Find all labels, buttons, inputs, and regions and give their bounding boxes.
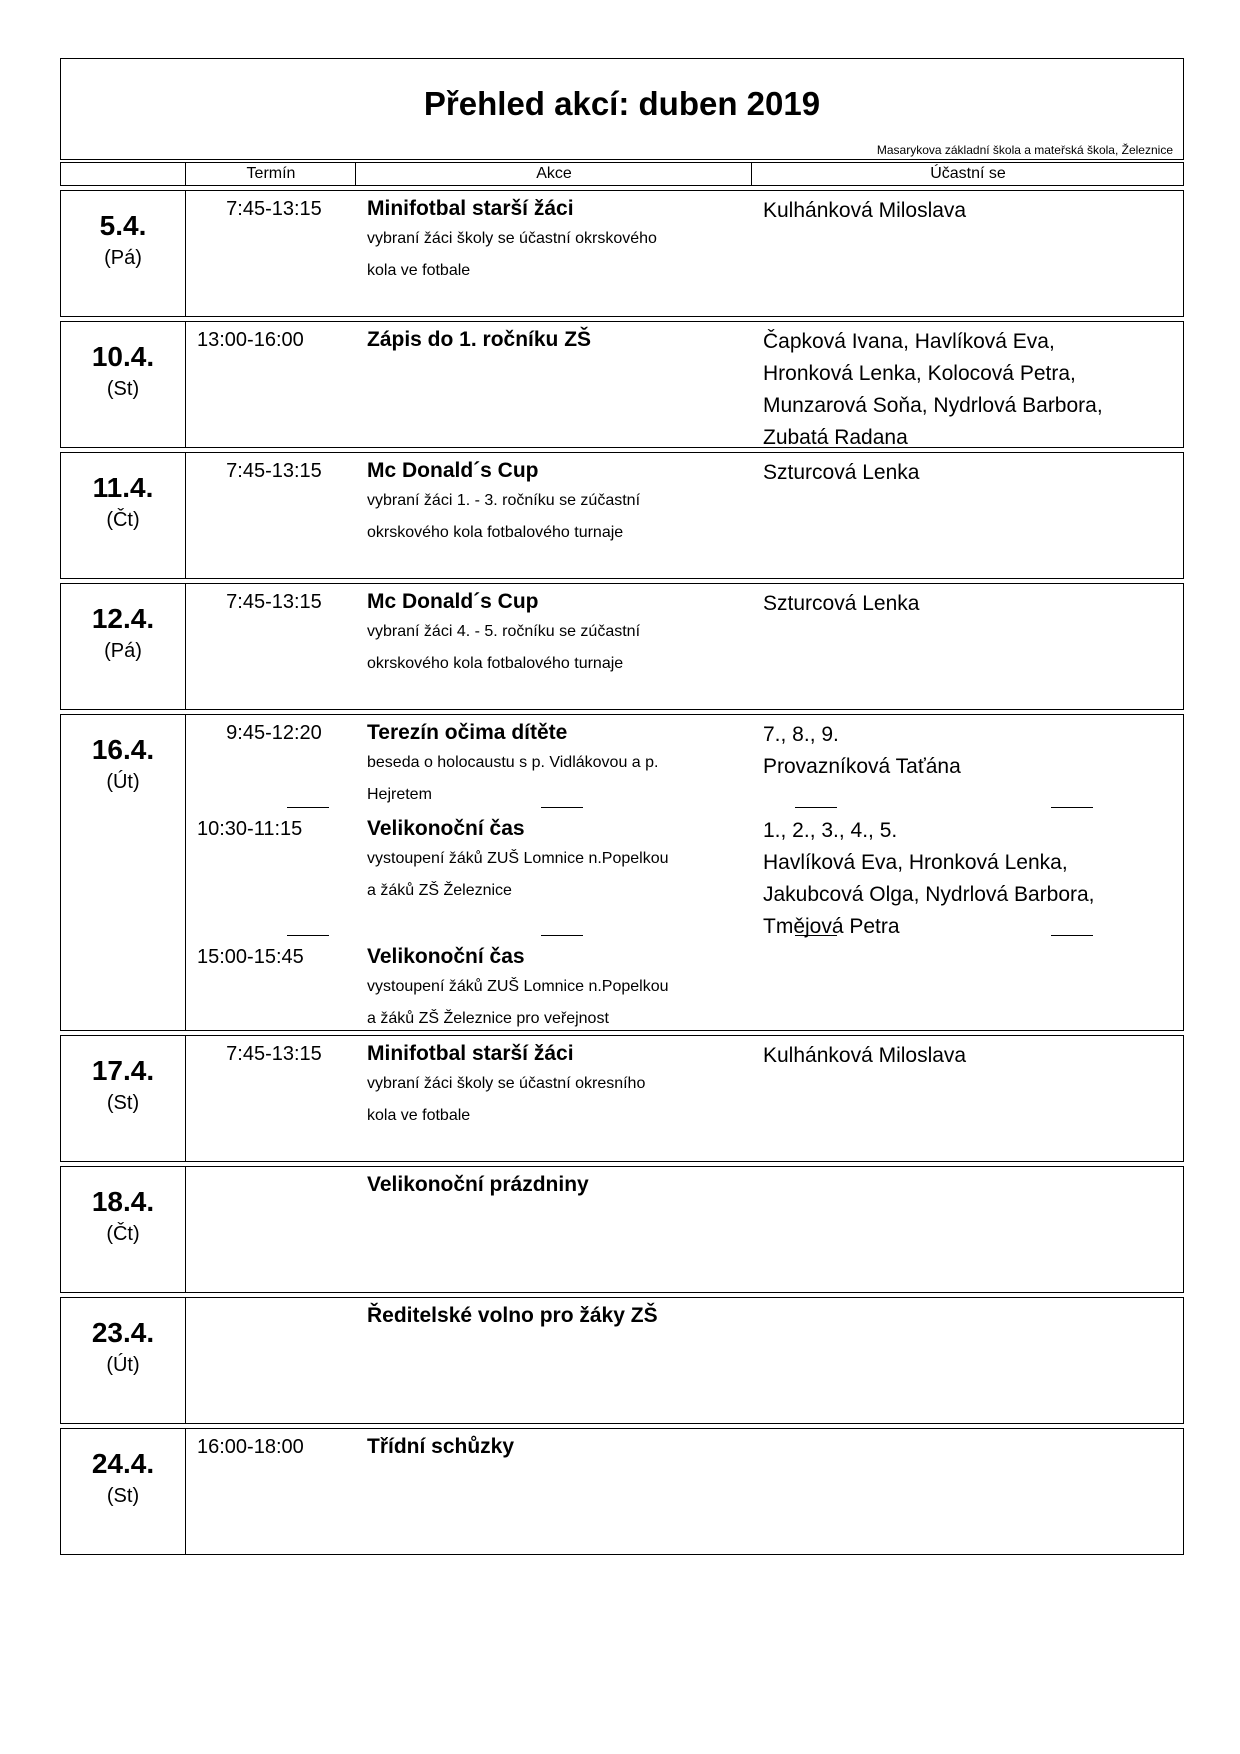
event-time: 7:45-13:15 xyxy=(226,198,322,220)
event-date: 16.4. xyxy=(91,734,155,765)
event-description: vybraní žáci školy se účastní okrskového xyxy=(367,230,657,247)
event-date: 5.4. xyxy=(99,210,147,241)
event-description: Hejretem xyxy=(367,786,432,803)
event-title: Ředitelské volno pro žáky ZŠ xyxy=(367,1304,658,1327)
date-cell xyxy=(61,191,186,316)
event-time: 7:45-13:15 xyxy=(226,591,322,613)
event-title: Velikonoční čas xyxy=(367,817,525,840)
date-cell xyxy=(61,1298,186,1423)
event-description: a žáků ZŠ Železnice pro veřejnost xyxy=(367,1010,609,1027)
event-description: vystoupení žáků ZUŠ Lomnice n.Popelkou xyxy=(367,850,669,867)
column-header-akce: Akce xyxy=(355,163,752,185)
event-title: Zápis do 1. ročníku ZŠ xyxy=(367,328,592,351)
participant-line: Čapková Ivana, Havlíková Eva, xyxy=(763,330,1055,353)
participant-line: 1., 2., 3., 4., 5. xyxy=(763,819,898,842)
event-day: (Út) xyxy=(106,1354,140,1376)
school-name: Masarykova základní škola a mateřská škola, Železnice xyxy=(876,143,1173,157)
event-description: vybraní žáci školy se účastní okresního xyxy=(367,1075,646,1092)
event-block xyxy=(60,190,1184,317)
event-time: 13:00-16:00 xyxy=(197,329,304,351)
event-date: 12.4. xyxy=(91,603,155,634)
event-action xyxy=(367,195,747,287)
event-title: Mc Donald´s Cup xyxy=(367,590,539,613)
event-date: 18.4. xyxy=(91,1186,155,1217)
separator-line xyxy=(795,807,837,808)
separator-line xyxy=(795,935,837,936)
event-participants xyxy=(763,815,1183,943)
event-description: kola ve fotbale xyxy=(367,262,471,279)
participant-line: Provazníková Taťána xyxy=(763,755,961,778)
page-title: Přehled akcí: duben 2019 xyxy=(423,85,821,122)
event-day: (St) xyxy=(106,1485,140,1507)
participant-line: Zubatá Radana xyxy=(763,426,908,449)
event-date: 23.4. xyxy=(91,1317,155,1348)
event-title: Minifotbal starší žáci xyxy=(367,197,574,220)
event-action xyxy=(367,588,747,680)
event-block xyxy=(60,1428,1184,1555)
separator-line xyxy=(1051,935,1093,936)
event-description: a žáků ZŠ Železnice xyxy=(367,882,512,899)
date-cell xyxy=(61,1036,186,1161)
event-block xyxy=(60,452,1184,579)
participant-line: Kulhánková Miloslava xyxy=(763,1044,967,1067)
participant-line: Szturcová Lenka xyxy=(763,461,920,484)
event-day: (Čt) xyxy=(106,509,140,531)
separator-line xyxy=(541,935,583,936)
event-action xyxy=(367,457,747,549)
event-time: 7:45-13:15 xyxy=(226,460,322,482)
event-description: vybraní žáci 4. - 5. ročníku se zúčastní xyxy=(367,623,641,640)
separator-line xyxy=(541,807,583,808)
event-description: beseda o holocaustu s p. Vidlákovou a p. xyxy=(367,754,659,771)
event-block xyxy=(60,321,1184,448)
participant-line: Hronková Lenka, Kolocová Petra, xyxy=(763,362,1076,385)
event-action xyxy=(367,1302,747,1330)
event-time: 15:00-15:45 xyxy=(197,946,304,968)
event-day: (Pá) xyxy=(104,640,142,662)
event-date: 11.4. xyxy=(92,472,154,503)
event-day: (Pá) xyxy=(104,247,142,269)
event-time: 9:45-12:20 xyxy=(226,722,322,744)
event-participants xyxy=(763,588,1183,620)
event-action xyxy=(367,1433,747,1461)
event-description: okrskového kola fotbalového turnaje xyxy=(367,655,624,672)
participant-line: 7., 8., 9. xyxy=(763,723,839,746)
event-title: Velikonoční prázdniny xyxy=(367,1173,589,1196)
participant-line: Tmějová Petra xyxy=(763,915,900,938)
event-title: Minifotbal starší žáci xyxy=(367,1042,574,1065)
date-cell xyxy=(61,715,186,1030)
event-participants xyxy=(763,457,1183,489)
event-day: (Čt) xyxy=(106,1223,140,1245)
event-title: Třídní schůzky xyxy=(367,1435,515,1458)
event-action xyxy=(367,815,747,907)
event-action xyxy=(367,943,747,1035)
event-block xyxy=(60,1166,1184,1293)
participant-line: Havlíková Eva, Hronková Lenka, xyxy=(763,851,1068,874)
event-day: (Út) xyxy=(106,771,140,793)
event-time: 10:30-11:15 xyxy=(197,818,303,840)
event-date: 17.4. xyxy=(91,1055,155,1086)
event-title: Mc Donald´s Cup xyxy=(367,459,539,482)
event-time: 16:00-18:00 xyxy=(197,1436,304,1458)
event-action xyxy=(367,1171,747,1199)
event-block xyxy=(60,583,1184,710)
participant-line: Szturcová Lenka xyxy=(763,592,920,615)
date-cell xyxy=(61,1167,186,1292)
event-day: (St) xyxy=(106,378,140,400)
event-description: vystoupení žáků ZUŠ Lomnice n.Popelkou xyxy=(367,978,669,995)
event-participants xyxy=(763,1040,1183,1072)
event-block xyxy=(60,1297,1184,1424)
event-participants xyxy=(763,326,1183,454)
separator-line xyxy=(1051,807,1093,808)
column-header-row xyxy=(60,162,1184,186)
column-header-termin: Termín xyxy=(185,163,356,185)
event-title: Velikonoční čas xyxy=(367,945,525,968)
participant-line: Jakubcová Olga, Nydrlová Barbora, xyxy=(763,883,1095,906)
date-cell xyxy=(61,322,186,447)
event-participants xyxy=(763,719,1183,783)
event-block xyxy=(60,714,1184,1031)
column-header-ucast: Účastní se xyxy=(751,163,1184,185)
event-day: (St) xyxy=(106,1092,140,1114)
date-cell xyxy=(61,584,186,709)
header-box xyxy=(60,58,1184,160)
date-cell xyxy=(61,453,186,578)
participant-line: Kulhánková Miloslava xyxy=(763,199,967,222)
date-cell xyxy=(61,1429,186,1554)
event-time: 7:45-13:15 xyxy=(226,1043,322,1065)
event-date: 10.4. xyxy=(91,341,155,372)
event-block xyxy=(60,1035,1184,1162)
event-date: 24.4. xyxy=(91,1448,155,1479)
participant-line: Munzarová Soňa, Nydrlová Barbora, xyxy=(763,394,1103,417)
event-description: kola ve fotbale xyxy=(367,1107,471,1124)
event-description: okrskového kola fotbalového turnaje xyxy=(367,524,624,541)
event-action xyxy=(367,1040,747,1132)
event-action xyxy=(367,719,747,811)
separator-line xyxy=(287,807,329,808)
event-description: vybraní žáci 1. - 3. ročníku se zúčastní xyxy=(367,492,641,509)
event-title: Terezín očima dítěte xyxy=(367,721,568,744)
event-action xyxy=(367,326,747,354)
separator-line xyxy=(287,935,329,936)
event-participants xyxy=(763,195,1183,227)
